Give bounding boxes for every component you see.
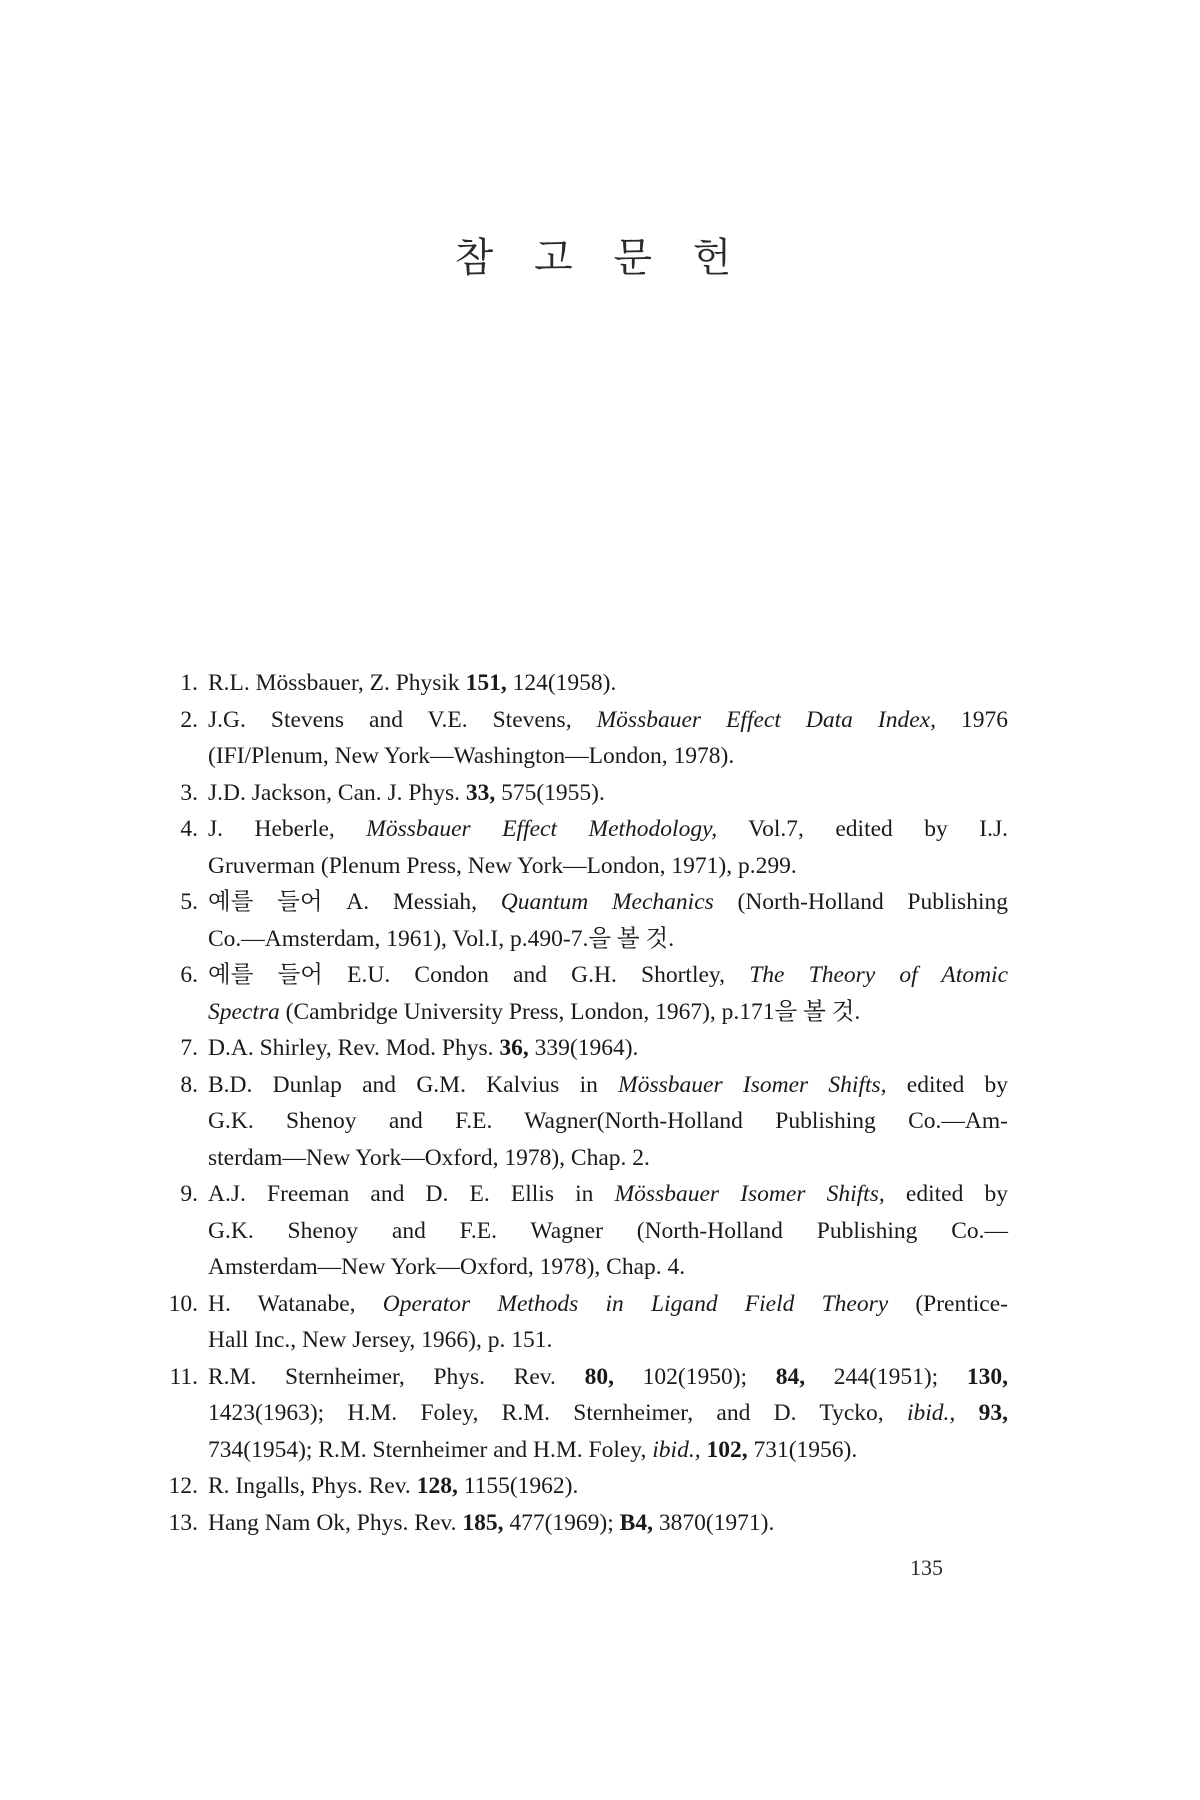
- reference-number: 10.: [168, 1290, 198, 1317]
- reference-number: 8.: [180, 1071, 198, 1098]
- reference-line: [208, 1249, 1008, 1286]
- reference-text: B4,: [619, 1509, 653, 1536]
- reference-line: [208, 921, 1008, 958]
- reference-text: sterdam—New York—Oxford, 1978), Chap. 2.: [208, 1144, 650, 1171]
- reference-line: [208, 702, 1008, 739]
- reference-text: 339(1964).: [528, 1035, 639, 1061]
- reference-text: Vol.7, edited by I.J.: [717, 816, 1008, 842]
- reference-text: 477(1969);: [503, 1509, 620, 1536]
- reference-text: 1976: [935, 706, 1009, 733]
- reference-item: [168, 1468, 1008, 1505]
- reference-line: [208, 665, 1008, 702]
- reference-text: R. Ingalls, Phys. Rev.: [208, 1473, 417, 1499]
- reference-text: D.A. Shirley, Rev. Mod. Phys.: [208, 1035, 500, 1061]
- reference-text: Gruverman (Plenum Press, New York—London, 1971), p.299.: [208, 852, 797, 879]
- reference-line: [208, 957, 1008, 994]
- reference-text: 80,: [584, 1363, 614, 1390]
- reference-text: J. Heberle,: [208, 816, 367, 842]
- reference-text: 185,: [462, 1509, 504, 1536]
- reference-list: [168, 665, 1008, 1541]
- reference-text: (Cambridge University Press, London, 1967), p.171을 볼 것.: [279, 998, 861, 1025]
- reference-line: [208, 1213, 1008, 1250]
- reference-text: 예를 들어 E.U. Condon and G.H. Shortley,: [208, 962, 750, 988]
- reference-number: 9.: [180, 1181, 198, 1207]
- reference-text: edited by: [886, 1071, 1008, 1098]
- reference-line: [208, 1030, 1008, 1067]
- reference-text: 102(1950);: [613, 1363, 776, 1390]
- reference-text: Operator Methods in Ligand Field Theory: [382, 1290, 889, 1317]
- reference-text: Mössbauer Isomer Shifts,: [618, 1071, 887, 1098]
- reference-text: [955, 1400, 978, 1426]
- reference-line: [208, 1395, 1008, 1432]
- reference-number: 3.: [180, 779, 198, 806]
- reference-text: 36,: [499, 1035, 529, 1061]
- reference-text: Quantum Mechanics: [500, 889, 714, 915]
- reference-line: [208, 738, 1008, 775]
- reference-line: [208, 848, 1008, 885]
- reference-line: [208, 994, 1008, 1031]
- reference-text: A.J. Freeman and D. E. Ellis in: [208, 1181, 615, 1207]
- reference-text: 734(1954); R.M. Sternheimer and H.M. Foley,: [208, 1436, 653, 1463]
- reference-text: Hall Inc., New Jersey, 1966), p. 151.: [208, 1327, 553, 1353]
- reference-item: [168, 775, 1008, 812]
- reference-text: Hang Nam Ok, Phys. Rev.: [208, 1509, 463, 1536]
- page-number: 135: [910, 1555, 943, 1580]
- reference-text: Mössbauer Effect Methodology,: [366, 816, 718, 842]
- reference-number: 1.: [180, 670, 198, 696]
- reference-line: [208, 884, 1008, 921]
- reference-text: G.K. Shenoy and F.E. Wagner(North-Holland Publishing Co.—Am-: [208, 1108, 1008, 1134]
- reference-text: Amsterdam—New York—Oxford, 1978), Chap. 4.: [208, 1254, 686, 1280]
- reference-text: 102,: [706, 1436, 748, 1463]
- reference-text: edited by: [884, 1181, 1008, 1207]
- reference-item: [168, 811, 1008, 884]
- reference-text: ibid.,: [906, 1400, 956, 1426]
- reference-text: 1423(1963); H.M. Foley, R.M. Sternheimer, and D. Tycko,: [208, 1400, 907, 1426]
- reference-item: [168, 1030, 1008, 1067]
- reference-text: 84,: [775, 1363, 806, 1390]
- reference-line: [208, 1176, 1008, 1213]
- reference-text: J.G. Stevens and V.E. Stevens,: [208, 706, 597, 733]
- reference-item: [168, 957, 1008, 1030]
- reference-text: G.K. Shenoy and F.E. Wagner (North-Holland Publishing Co.—: [208, 1217, 1008, 1244]
- reference-line: [208, 1322, 1008, 1359]
- page-title: 참 고 문 헌: [454, 235, 746, 281]
- reference-text: 1155(1962).: [457, 1473, 579, 1499]
- reference-line: [208, 1432, 1008, 1469]
- reference-line: [208, 1286, 1008, 1323]
- reference-number: 13.: [168, 1509, 198, 1536]
- reference-item: [168, 702, 1008, 775]
- reference-number: 2.: [180, 706, 198, 733]
- reference-text: R.L. Mössbauer, Z. Physik: [208, 670, 466, 696]
- reference-text: H. Watanabe,: [208, 1290, 383, 1317]
- reference-number: 11.: [169, 1363, 198, 1390]
- reference-text: Co.—Amsterdam, 1961), Vol.I, p.490-7.을 볼 것.: [208, 925, 675, 952]
- reference-text: R.M. Sternheimer, Phys. Rev.: [208, 1363, 585, 1390]
- reference-item: [168, 1286, 1008, 1359]
- reference-text: (North-Holland Publishing: [713, 889, 1008, 915]
- reference-number: 7.: [180, 1035, 198, 1061]
- reference-text: 128,: [416, 1473, 458, 1499]
- reference-line: [208, 1468, 1008, 1505]
- reference-item: [168, 1067, 1008, 1177]
- reference-text: J.D. Jackson, Can. J. Phys.: [208, 779, 466, 806]
- reference-line: [208, 1359, 1008, 1396]
- reference-line: [208, 1103, 1008, 1140]
- reference-item: [168, 884, 1008, 957]
- reference-number: 12.: [168, 1473, 198, 1499]
- reference-text: 93,: [978, 1400, 1008, 1426]
- reference-number: 5.: [180, 889, 198, 915]
- reference-line: [208, 1140, 1008, 1177]
- reference-text: Spectra: [208, 998, 280, 1025]
- reference-text: 244(1951);: [805, 1363, 967, 1390]
- reference-item: [168, 1359, 1008, 1469]
- reference-item: [168, 1505, 1008, 1542]
- reference-number: 6.: [180, 962, 198, 988]
- reference-text: 예를 들어 A. Messiah,: [208, 889, 501, 915]
- reference-text: 124(1958).: [506, 670, 617, 696]
- reference-text: 33,: [465, 779, 496, 806]
- reference-text: The Theory of Atomic: [749, 962, 1008, 988]
- reference-line: [208, 811, 1008, 848]
- reference-text: Mössbauer Effect Data Index,: [596, 706, 936, 733]
- reference-item: [168, 1176, 1008, 1286]
- reference-text: 3870(1971).: [652, 1509, 775, 1536]
- reference-item: [168, 665, 1008, 702]
- reference-line: [208, 1067, 1008, 1104]
- reference-text: (IFI/Plenum, New York—Washington—London, 1978).: [208, 743, 735, 769]
- reference-text: 151,: [465, 670, 507, 696]
- reference-text: ibid.,: [652, 1436, 701, 1463]
- reference-text: B.D. Dunlap and G.M. Kalvius in: [208, 1071, 619, 1098]
- reference-text: 731(1956).: [747, 1436, 858, 1463]
- reference-number: 4.: [180, 816, 198, 842]
- reference-line: [208, 1505, 1008, 1542]
- reference-text: Mössbauer Isomer Shifts,: [614, 1181, 885, 1207]
- reference-line: [208, 775, 1008, 812]
- reference-text: (Prentice-: [888, 1290, 1008, 1317]
- reference-text: 130,: [966, 1363, 1009, 1390]
- reference-text: 575(1955).: [495, 779, 605, 806]
